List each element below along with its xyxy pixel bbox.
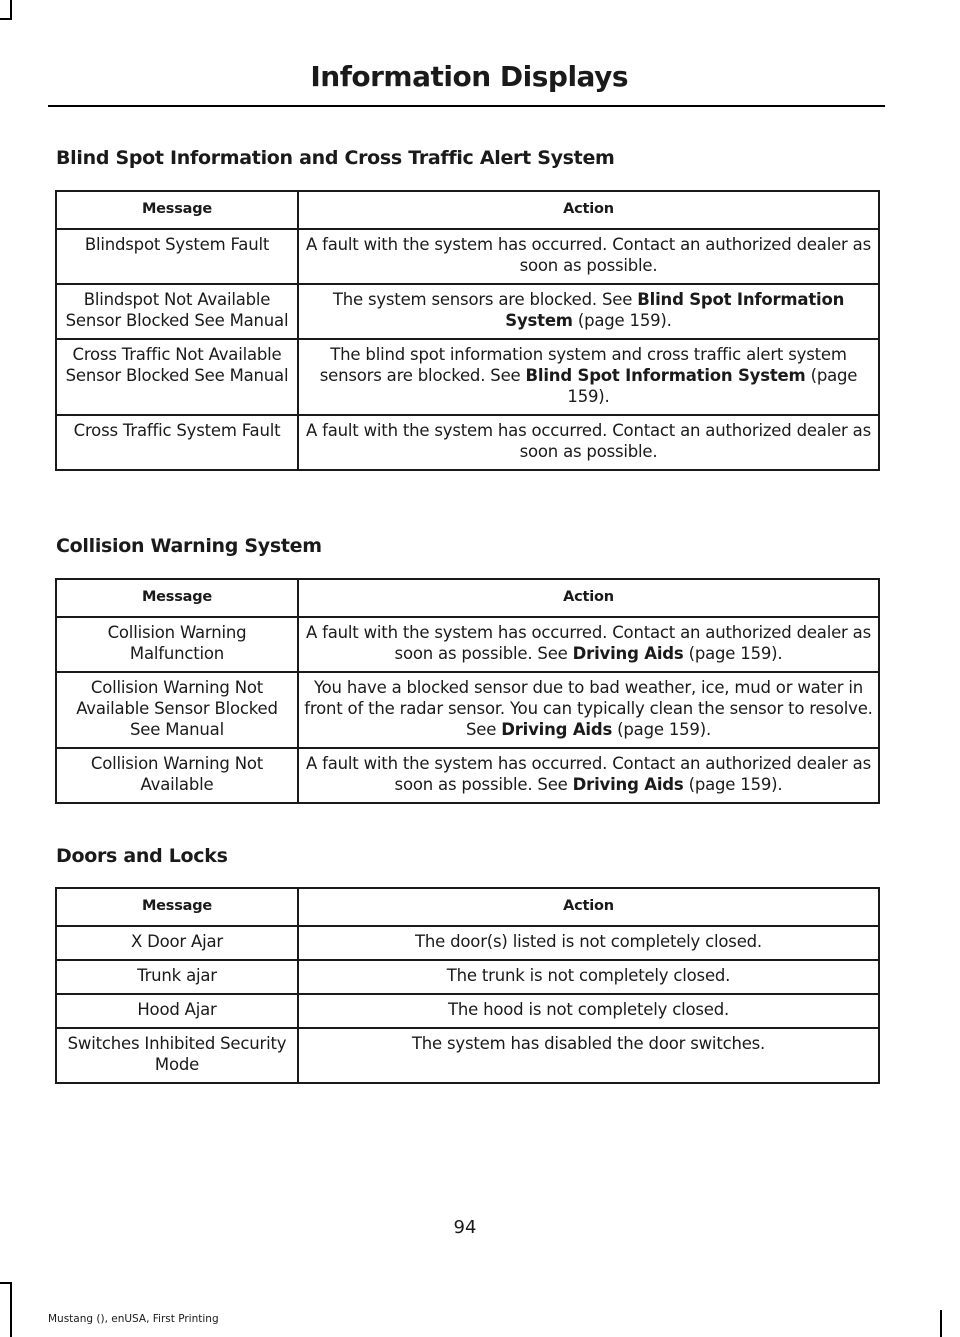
cross-reference-link[interactable]: Blind Spot Information System [525, 366, 806, 385]
message-cell: Blindspot Not Available Sensor Blocked See Manual [56, 284, 298, 339]
action-cell: A fault with the system has occurred. Contact an authorized dealer as soon as possible. [298, 229, 879, 284]
blind-spot-message-table [55, 190, 880, 471]
cross-reference-link[interactable]: Driving Aids [501, 720, 613, 739]
table-row [56, 339, 879, 415]
page-reference: (page 159). [577, 311, 672, 330]
crop-mark-bottom-left-h [0, 1282, 12, 1284]
action-cell [298, 672, 879, 748]
action-cell: The system has disabled the door switches. [298, 1028, 879, 1083]
cross-reference-link[interactable]: Driving Aids [572, 775, 684, 794]
message-cell: Collision Warning Malfunction [56, 617, 298, 672]
action-cell: The hood is not completely closed. [298, 994, 879, 1028]
message-cell: Collision Warning Not Available Sensor Blocked See Manual [56, 672, 298, 748]
section-title-collision-warning: Collision Warning System [56, 535, 322, 557]
table-header-row [56, 579, 879, 617]
table-row [56, 748, 879, 803]
action-text: A fault with the system has occurred. Contact an authorized dealer as soon as possible. See [306, 623, 871, 663]
page-title: Information Displays [310, 60, 628, 93]
crop-mark-bottom-right [940, 1310, 942, 1337]
column-header-action: Action [298, 191, 879, 229]
table-row [56, 926, 879, 960]
column-header-message: Message [56, 579, 298, 617]
table-row [56, 617, 879, 672]
message-cell: Blindspot System Fault [56, 229, 298, 284]
action-cell [298, 748, 879, 803]
page-reference: (page 159). [688, 775, 783, 794]
table-row [56, 1028, 879, 1083]
message-cell: Cross Traffic System Fault [56, 415, 298, 470]
column-header-action: Action [298, 579, 879, 617]
action-text: The system sensors are blocked. See [332, 290, 633, 309]
title-divider [48, 105, 885, 107]
table-header-row [56, 888, 879, 926]
footer-edition-note: Mustang (), enUSA, First Printing [48, 1313, 219, 1325]
action-cell [298, 339, 879, 415]
column-header-action: Action [298, 888, 879, 926]
section-title-doors-and-locks: Doors and Locks [56, 845, 228, 867]
doors-locks-message-table [55, 887, 880, 1084]
page-reference: (page 159). [567, 366, 858, 406]
crop-mark-bottom-left [10, 1282, 12, 1337]
cross-reference-link[interactable]: Driving Aids [572, 644, 684, 663]
table-row [56, 672, 879, 748]
collision-warning-message-table [55, 578, 880, 804]
action-text: A fault with the system has occurred. Contact an authorized dealer as soon as possible. See [306, 754, 871, 794]
message-cell: Trunk ajar [56, 960, 298, 994]
action-cell: A fault with the system has occurred. Contact an authorized dealer as soon as possible. [298, 415, 879, 470]
page-reference: (page 159). [617, 720, 712, 739]
action-cell: The door(s) listed is not completely closed. [298, 926, 879, 960]
action-text: The blind spot information system and cross traffic alert system sensors are blocked. See [319, 345, 847, 385]
action-text: You have a blocked sensor due to bad weather, ice, mud or water in front of the radar sensor. You can typically clean the sensor to resolve. See [304, 678, 873, 739]
crop-mark-top-left [10, 0, 12, 20]
page-number: 94 [453, 1217, 477, 1238]
message-cell: Collision Warning Not Available [56, 748, 298, 803]
crop-mark-top-left-h [0, 18, 12, 20]
page-reference: (page 159). [688, 644, 783, 663]
table-row [56, 960, 879, 994]
table-row [56, 415, 879, 470]
action-cell: The trunk is not completely closed. [298, 960, 879, 994]
cross-reference-link[interactable]: Blind Spot Information System [505, 290, 845, 330]
action-cell [298, 284, 879, 339]
column-header-message: Message [56, 888, 298, 926]
table-header-row [56, 191, 879, 229]
table-row [56, 229, 879, 284]
message-cell: Switches Inhibited Security Mode [56, 1028, 298, 1083]
message-cell: Hood Ajar [56, 994, 298, 1028]
action-cell [298, 617, 879, 672]
column-header-message: Message [56, 191, 298, 229]
table-row [56, 994, 879, 1028]
message-cell: Cross Traffic Not Available Sensor Blocked See Manual [56, 339, 298, 415]
section-title-blind-spot: Blind Spot Information and Cross Traffic Alert System [56, 147, 615, 169]
table-row [56, 284, 879, 339]
message-cell: X Door Ajar [56, 926, 298, 960]
